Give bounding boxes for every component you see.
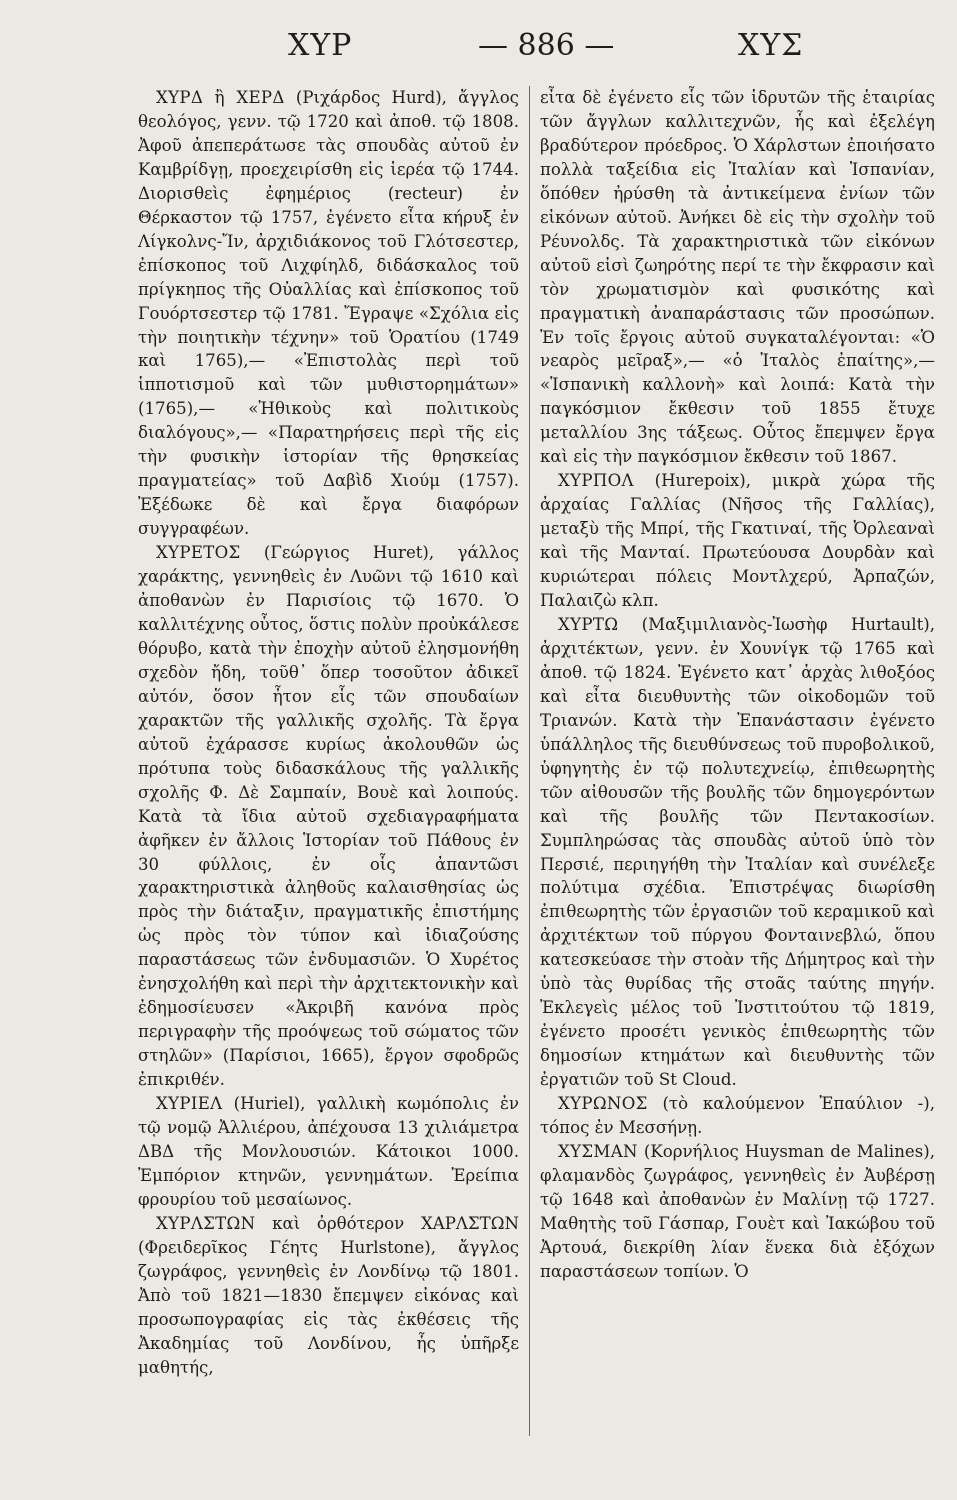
entry-hurlstone-continued xyxy=(540,86,935,469)
entry-text: (Μαξιμιλιανὸς-Ἰωσὴφ Hurtault), ἀρχιτέκτων, γενν. ἐν Χουνίγκ τῷ 1765 καὶ ἀποθ. τῷ 1824. Ἐγένετο κατ᾽ ἀρχὰς λιθοξόος καὶ εἶτα διευθυντὴς τῶν οἰκοδομῶν τοῦ Τριανών. Κατὰ τὴν Ἐπανάστασιν ἐγένετο ὑπάλληλος τῆς διευθύνσεως τοῦ πυροβολικοῦ, ὑφηγητὴς ἐν τῷ πολυτεχνείῳ, ἐπιθεωρητὴς τῶν αἰθουσῶν τῆς βουλῆς τῶν δημογερόντων καὶ τῆς βουλῆς τῶν Πεντακοσίων. Συμπληρώσας τὰς σπουδὰς αὐτοῦ ὑπὸ τὸν Περσιέ, περιηγήθη τὴν Ἰταλίαν καὶ συνέλεξε πολύτιμα σχέδια. Ἐπιστρέψας διωρίσθη ἐπιθεωρητὴς τῶν ἐργασιῶν τοῦ κεραμικοῦ καὶ ἀρχιτέκτων τοῦ πύργου Φονταινεβλώ, ὅπου κατεσκεύασε τὴν στοὰν τῆς Δήμητρος καὶ τὴν ὑπὸ τὰς θυρίδας τῆς στοᾶς ταύτης πηγήν. Ἐκλεγεὶς μέλος τοῦ Ἰνστιτούτου τῷ 1819, ἐγένετο προσέτι γενικὸς ἐπιθεωρητὴς τῶν δημοσίων κτημάτων καὶ διευθυντὴς τῶν ἐργατιῶν τοῦ St Cloud. xyxy=(540,614,936,1090)
entry-text: (Huriel), γαλλικὴ κωμόπολις ἐν τῷ νομῷ Ἀλλιέρου, ἀπέχουσα 13 χιλιάμετρα ΔΒΔ τῆς Μονλουσιών. Κάτοικοι 1000. Ἐμπόριον κτηνῶν, γεννημάτων. Ἐρείπια φρουρίου τοῦ μεσαίωνος. xyxy=(138,1094,519,1209)
entry-text: (Ριχάρδος Hurd), ἄγγλος θεολόγος, γενν. τῷ 1720 καὶ ἀποθ. τῷ 1808. Ἀφοῦ ἀπεπεράτωσε τὰς σπουδὰς αὐτοῦ ἐν Καμβρίδγῃ, προεχειρίσθη εἰς ἱερέα τῷ 1744. Διορισθεὶς ἐφημέριος (recteur) ἐν Θέρκαστον τῷ 1757, ἐγένετο εἶτα κήρυξ ἐν Λίγκολνς-Ἴν, ἀρχιδιάκονος τοῦ Γλότσεστερ, ἐπίσκοπος τοῦ Λιχφίηλδ, διδάσκαλος τοῦ πρίγκηπος τῆς Οὐαλλίας καὶ ἐπίσκοπος τοῦ Γουόρτσεστερ τῷ 1781. Ἔγραψε «Σχόλια εἰς τὴν ποιητικὴν τέχνην» τοῦ Ὁρατίου (1749 καὶ 1765),— «Ἐπιστολὰς περὶ τοῦ ἱπποτισμοῦ καὶ τῶν μυθιστορημάτων» (1765),— «Ἠθικοὺς καὶ πολιτικοὺς διαλόγους»,— «Παρατηρήσεις περὶ τῆς εἰς τὴν φυσικὴν ἱστορίαν τῆς θρησκείας πραγματείας» τοῦ Δαβὶδ Χιούμ (1757). Ἐξέδωκε δὲ καὶ ἔργα διαφόρων συγγραφέων. xyxy=(138,88,519,539)
entry-text: (Hurepoix), μικρὰ χώρα τῆς ἀρχαίας Γαλλίας (Νῆσος τῆς Γαλλίας), μεταξὺ τῆς Μπρί, τῆς Γκατιναί, τῆς Ὀρλεαναὶ καὶ τῆς Μανταί. Πρωτεύουσα Δουρδὰν καὶ κυριώτεραι πόλεις Μοντλχερύ, Ἀρπαζών, Παλαιζὼ κλπ. xyxy=(540,471,935,611)
entry-text: καὶ ὀρθότερον ΧΑΡΛΣΤΩΝ (Φρειδερῖκος Γέητς Hurlstone), ἄγγλος ζωγράφος, γεννηθεὶς ἐν Λονδίνῳ τῷ 1801. Ἀπὸ τοῦ 1821—1830 ἔπεμψεν εἰκόνας καὶ προσωπογραφίας εἰς τὰς ἐκθέσεις τῆς Ἀκαδημίας τοῦ Λονδίνου, ἧς ὑπῆρξε μαθητής, xyxy=(138,1213,519,1377)
page-number: — 886 — xyxy=(478,28,615,63)
entry-hurlstone xyxy=(138,1212,519,1380)
column-divider xyxy=(529,86,530,1436)
header-left-guideword: ΧΥΡ xyxy=(288,28,353,63)
entry-headword: ΧΥΡΙΕΛ xyxy=(156,1094,223,1114)
entry-headword: ΧΥΡΩΝΟΣ xyxy=(558,1094,648,1114)
entry-text: (Κορνήλιος Huysman de Malines), φλαμανδὸς ζωγράφος, γεννηθεὶς ἐν Ἀυβέρσῃ τῷ 1648 καὶ ἀποθανὼν ἐν Μαλίνῃ τῷ 1727. Μαθητὴς τοῦ Γάσπαρ, Γουὲτ καὶ Ἰακώβου τοῦ Ἀρτουά, διεκρίθη λίαν ἕνεκα διὰ ἐξόχων παραστάσεων τοπίων. Ὁ xyxy=(540,1141,935,1281)
entry-huriel xyxy=(138,1092,519,1212)
entry-hyronos xyxy=(540,1092,935,1140)
entry-headword: ΧΥΡΤΩ xyxy=(558,614,619,634)
entry-headword: ΧΥΣΜΑΝ xyxy=(558,1141,638,1161)
entry-hurepoix xyxy=(540,469,935,613)
right-column xyxy=(540,86,935,1284)
entry-text: (Γεώργιος Huret), γάλλος χαράκτης, γεννηθεὶς ἐν Λυῶνι τῷ 1610 καὶ ἀποθανὼν ἐν Παρισίοις τῷ 1670. Ὁ καλλιτέχνης οὗτος, ὅστις πολὺν προὐκάλεσε θόρυβο, κατὰ τὴν ἐποχὴν αὐτοῦ ἐλησμονήθη σχεδὸν ἤδη, τοῦθ᾽ ὅπερ τοσοῦτον ἀδικεῖ αὐτόν, ὅσον ἦτον εἷς τῶν σπουδαίων χαρακτῶν τῆς γαλλικῆς σχολῆς. Τὰ ἔργα αὐτοῦ ἐχάρασσε κυρίως ἀκολουθῶν ὡς πρότυπα τοὺς διδασκάλους τῆς γαλλικῆς σχολῆς Φ. Δὲ Σαμπαίν, Βουὲ καὶ λοιπούς. Κατὰ τὰ ἴδια αὐτοῦ σχεδιαγραφήματα ἀφῆκεν ἐν ἄλλοις Ἱστορίαν τοῦ Πάθους ἐν 30 φύλλοις, ἐν οἷς ἀπαντῶσι χαρακτηριστικὰ ἀληθοῦς καλαισθησίας ὡς πρὸς τὴν διάταξιν, πραγματικῆς ἐπιστήμης ὡς πρὸς τὸν τύπον καὶ ἰδιαζούσης παραστάσεως τῶν ἐνδυμασιῶν. Ὁ Χυρέτος ἐνησχολήθη καὶ περὶ τὴν ἀρχιτεκτονικὴν καὶ ἐδημοσίευσεν «Ἀκριβῆ κανόνα πρὸς περιγραφὴν τῆς προόψεως τοῦ σώματος τῶν στηλῶν» (Παρίσιοι, 1665), ἔργον σφοδρῶς ἐπικριθέν. xyxy=(138,543,519,1090)
entry-headword: ΧΥΡΛΣΤΩΝ xyxy=(156,1213,256,1233)
entry-hurd xyxy=(138,86,519,541)
entry-huret xyxy=(138,541,519,1092)
entry-headword: ΧΥΡΕΤΟΣ xyxy=(156,543,241,563)
entry-text: (τὸ καλούμενον Ἐπαύλιον -), τόπος ἐν Μεσσήνῃ. xyxy=(540,1094,935,1137)
entry-headword: ΧΥΡΠΟΛ xyxy=(558,471,634,491)
running-header xyxy=(0,28,957,78)
entry-headword: ΧΥΡΔ ἢ ΧΕΡΔ xyxy=(156,88,285,107)
entry-hurtault xyxy=(540,613,935,1092)
entry-huysman xyxy=(540,1140,935,1284)
left-column xyxy=(138,86,519,1379)
header-right-guideword: ΧΥΣ xyxy=(738,28,804,63)
entry-text: εἶτα δὲ ἐγένετο εἷς τῶν ἱδρυτῶν τῆς ἑταιρίας τῶν ἄγγλων καλλιτεχνῶν, ἧς καὶ ἐξελέγη βραδύτερον πρόεδρος. Ὁ Χάρλστων ἐποιήσατο πολλὰ ταξείδια εἰς Ἰταλίαν καὶ Ἱσπανίαν, ὅπόθεν ἠρύσθη τὰ ἀντικείμενα ἐνίων τῶν εἰκόνων αὐτοῦ. Ἀνήκει δὲ εἰς τὴν σχολὴν τοῦ Ρέυνολδς. Τὰ χαρακτηριστικὰ τῶν εἰκόνων αὐτοῦ εἰσὶ ζωηρότης περί τε τὴν ἔκφρασιν καὶ τὸν χρωματισμὸν καὶ φυσικότης καὶ πραγματικὴ ἀναπαράστασις τῶν προσώπων. Ἐν τοῖς ἔργοις αὐτοῦ συγκαταλέγονται: «Ὁ νεαρὸς μεῖραξ»,— «ὁ Ἰταλὸς ἐπαίτης»,— «Ἱσπανικὴ καλλονὴ» καὶ λοιπά: Κατὰ τὴν παγκόσμιον ἔκθεσιν τοῦ 1855 ἔτυχε μεταλλίου 3ης τάξεως. Οὗτος ἔπεμψεν ἔργα καὶ εἰς τὴν παγκόσμιον ἔκθεσιν τοῦ 1867. xyxy=(540,88,935,467)
